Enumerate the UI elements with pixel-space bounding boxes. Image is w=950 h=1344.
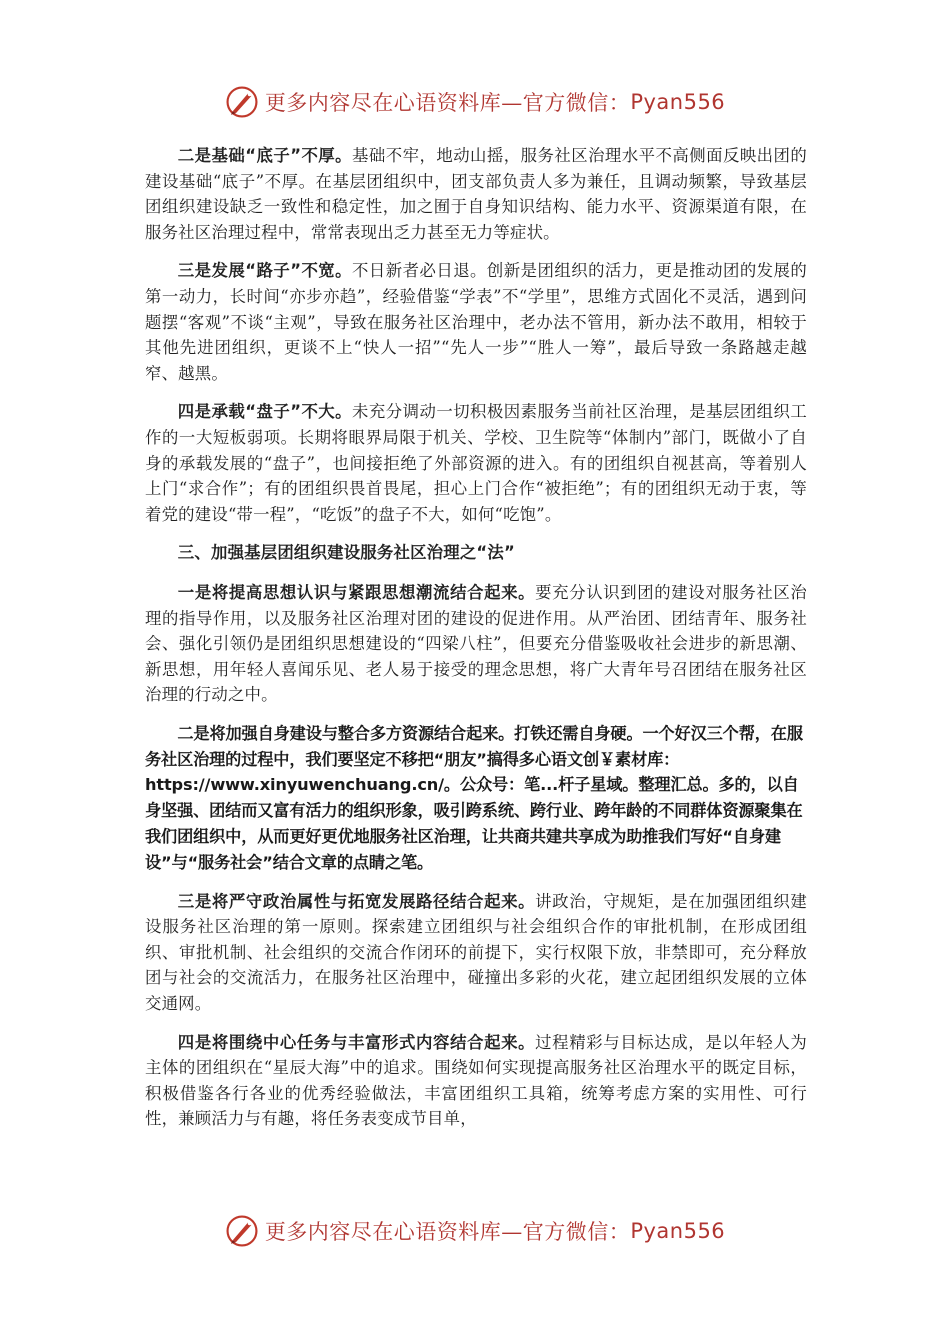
header-banner — [0, 82, 950, 122]
paragraph — [145, 258, 807, 386]
paragraph-lead: 三是发展“路子”不宽。 — [177, 261, 353, 281]
document-body — [145, 143, 807, 1145]
paragraph-lead: 三是将严守政治属性与拓宽发展路径结合起来。 — [177, 891, 536, 911]
paragraph-lead: 四是将围绕中心任务与丰富形式内容结合起来。 — [177, 1032, 536, 1052]
section-heading: 三、加强基层团组织建设服务社区治理之“法” — [177, 543, 515, 563]
pen-logo-icon — [225, 1214, 259, 1248]
paragraph-body: 讲政治，守规矩，是在加强团组织建设服务社区治理的第一原则。探索建立团组织与社会组织合作的审批机制，在形成团组织、审批机制、社会组织的交流合作闭环的前提下，实行权限下放，非禁即可，充分释放团与社会的交流活力，在服务社区治理中，碰撞出多彩的火花，建立起团组织发展的立体交通网。 — [145, 891, 807, 1014]
footer-wechat-id: Pyan556 — [630, 1219, 726, 1243]
paragraph — [145, 399, 807, 527]
header-brand-text: 更多内容尽在心语资料库—官方微信： — [264, 91, 631, 115]
paragraph — [145, 580, 807, 708]
paragraph-body: 未充分调动一切积极因素服务当前社区治理，是基层团组织工作的一大短板弱项。长期将眼界局限于机关、学校、卫生院等“体制内”部门，既做小了自身的承载发展的“盘子”，也间接拒绝了外部资源的进入。有的团组织自视甚高，等着别人上门“求合作”；有的团组织畏首畏尾，担心上门合作“被拒绝”；有的团组织无动于衷，等着党的建设“带一程”，“吃饭”的盘子不大，如何“吃饱”。 — [145, 402, 807, 524]
paragraph-lead: 四是承载“盘子”不大。 — [177, 402, 353, 422]
sans-paragraph: 二是将加强自身建设与整合多方资源结合起来。打铁还需自身硬。一个好汉三个帮，在服务社区治理的过程中，我们要坚定不移把“朋友”搞得多心语文创￥素材库：https://www.xinyuwenchuang.cn/。公众号：笔...杆子星域。整理汇总。多的，以自身坚强、团结而又富有活力的组织形象，吸引跨系统、跨行业、跨年龄的不同群体资源聚集在我们团组织中，从而更好更优地服务社区治理，让共商共建共享成为助推我们写好“自身建设”与“服务社会”结合文章的点睛之笔。 — [145, 723, 803, 872]
paragraph — [145, 143, 807, 245]
paragraph-lead: 一是将提高思想认识与紧跟思想潮流结合起来。 — [177, 582, 536, 602]
paragraph — [145, 889, 807, 1017]
paragraph-body: 要充分认识到团的建设对服务社区治理的指导作用，以及服务社区治理对团的建设的促进作用。从严治团、团结青年、服务社会、强化引领仍是团组织思想建设的“四梁八柱”，但要充分借鉴吸收社会进步的新思潮、新思想，用年轻人喜闻乐见、老人易于接受的理念思想，将广大青年号召团结在服务社区治理的行动之中。 — [145, 582, 807, 705]
footer-banner — [0, 1211, 950, 1251]
header-wechat-id: Pyan556 — [630, 90, 726, 114]
paragraph-body: 不日新者必日退。创新是团组织的活力，更是推动团的发展的第一动力，长时间“亦步亦趋”，经验借鉴“学表”不“学里”，思维方式固化不灵活，遇到问题摆“客观”不谈“主观”，导致在服务社区治理中，老办法不管用，新办法不敢用，相较于其他先进团组织，更谈不上“快人一招”“先人一步”“胜人一筹”，最后导致一条路越走越窄、越黑。 — [145, 261, 807, 383]
paragraph-body: 过程精彩与目标达成，是以年轻人为主体的团组织在“星辰大海”中的追求。围绕如何实现提高服务社区治理水平的既定目标，积极借鉴各行各业的优秀经验做法，丰富团组织工具箱，统筹考虑方案的实用性、可行性，兼顾活力与有趣，将任务表变成节目单， — [145, 1032, 807, 1129]
paragraph-lead: 二是基础“底子”不厚。 — [177, 146, 353, 165]
pen-logo-icon — [225, 85, 259, 119]
paragraph — [145, 1030, 807, 1132]
footer-brand-text: 更多内容尽在心语资料库—官方微信： — [264, 1220, 631, 1244]
paragraph-body: 基础不牢，地动山摇，服务社区治理水平不高侧面反映出团的建设基础“底子”不厚。在基层团组织中，团支部负责人多为兼任，且调动频繁，导致基层团组织建设缺乏一致性和稳定性，加之囿于自身知识结构、能力水平、资源渠道有限，在服务社区治理过程中，常常表现出乏力甚至无力等症状。 — [145, 146, 807, 242]
